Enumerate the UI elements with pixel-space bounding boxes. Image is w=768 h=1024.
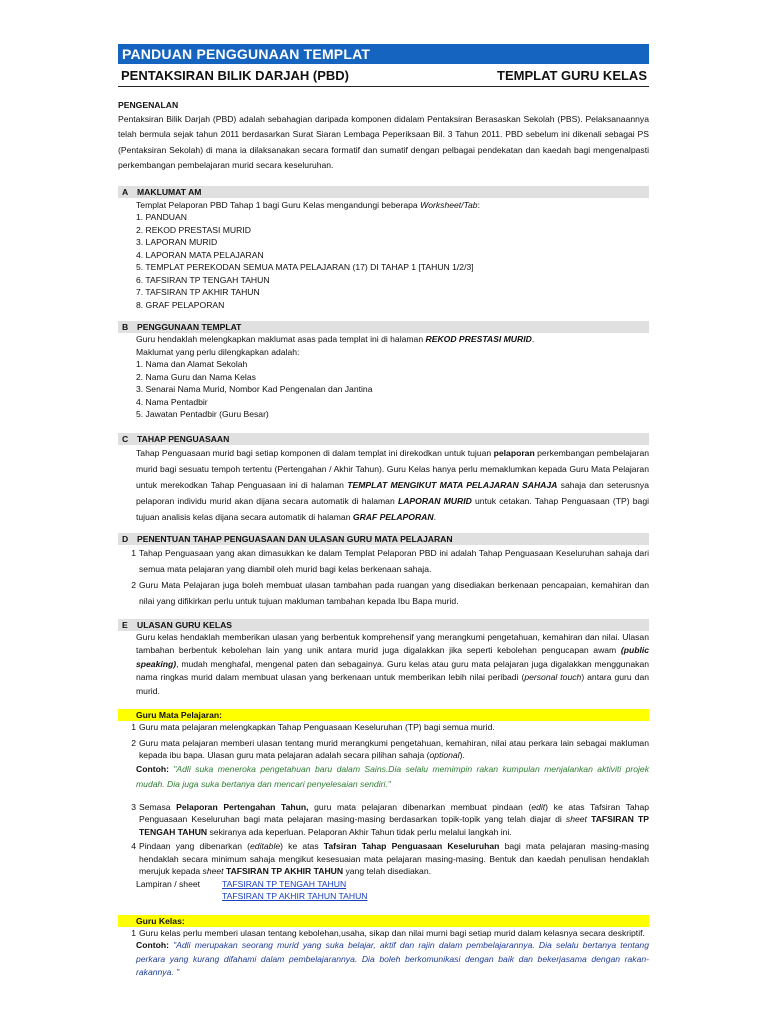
item-text-part: ) ke atas Tafsiran Tahap Penguasaan Keseluruhan bagi mata pelajaran masing-masing berdasarkan topik-topik yang telah diajar di [139, 801, 650, 824]
item-text-part: Semasa [139, 801, 177, 812]
section-d-key: D [122, 533, 129, 544]
item-text-part: bagi mata pelajaran masing-masing hendaklah secara minimum sahaja mengikut kesesuaian mata pelajaran masing-masing. Bentuk dan kaedah penulisan hendaklah merujuk kepada [139, 841, 649, 876]
section-e-title: ULASAN GURU KELAS [137, 619, 233, 630]
list-item: 5. TEMPLAT PEREKODAN SEMUA MATA PELAJARAN (17) DI TAHAP 1 [TAHUN 1/2/3] [136, 262, 474, 272]
item-text [139, 840, 649, 878]
intro-text: Pentaksiran Bilik Darjah (PBD) adalah sebahagian daripada komponen didalam Pentaksiran Berasaskan Sekolah (PBS). Pelaksanaannya telah bermula sejak tahun 2011 berdasarkan Surat Siaran Lembaga Peperiksaan Bil. 3 Tahun 2011. PBD sebelum ini dikenali sebagai PS (Pentaksiran Sekolah) di mana ia dilaksanakan secara formatif dan sumatif dengan pelbagai pendekatan dan kaedah bagi mengenalpasti perkembangan pembelajaran murid secara keseluruhan. [118, 113, 649, 170]
section-c-em-1: pelaporan [493, 447, 535, 458]
section-a-intro-em: Worksheet/Tab [420, 199, 478, 210]
item-text [139, 737, 649, 762]
list-item: 2. REKOD PRESTASI MURID [136, 224, 251, 235]
section-b-header [118, 321, 649, 333]
list-item [118, 927, 649, 940]
example-text: "Adli merupakan seorang murid yang suka belajar, aktif dan rajin dalam pembelajarannya. Dia selalu bertanya tentang perkara yang kurang difahami dalam pembelajarannya. Dia boleh berkomunikasi dengan baik dan bekerjasama dengan rakan-rakannya. " [136, 940, 649, 977]
section-c-text-3: sahaja dan seterusnya pelaporan individu murid akan dijana secara automatik di halaman [136, 479, 649, 506]
list-item [118, 840, 649, 878]
subtitle-left: PENTAKSIRAN BILIK DARJAH (PBD) [121, 68, 349, 83]
section-e-text-1: Guru kelas hendaklah memberikan ulasan yang berbentuk komprehensif yang merangkumi pengetahuan, kemahiran dan nilai. Ulasan tambahan berbentuk kebolehan lain yang unik antara murid juga digalakkan jika seperti kebolehan pengucapan awam [136, 631, 649, 655]
list-item [118, 721, 649, 734]
section-b-line1-end: . [531, 334, 535, 344]
section-a-intro [136, 199, 649, 212]
example-block [118, 762, 649, 792]
subheader [118, 66, 649, 87]
list-item: 4. Nama Pentadbir [136, 396, 208, 407]
item-text-em: TAFSIRAN TP AKHIR TAHUN [223, 866, 344, 876]
section-b-key: B [122, 322, 129, 332]
list-item: 4. LAPORAN MATA PELAJARAN [136, 249, 264, 260]
intro-heading: PENGENALAN [118, 100, 179, 110]
section-e-text-2: , mudah menghafal, mengenal paten dan sebagainya. Guru kelas atau guru mata pelajaran juga digalakkan menggunakan nama ringkas murid dalam membuat ulasan yang berkenaan untuk memberikan lebih nilai peribadi ( [136, 658, 649, 682]
intro-section [118, 99, 649, 174]
item-text-em: optional [429, 750, 460, 760]
item-number: 1 [131, 927, 136, 938]
section-c-em-3: LAPORAN MURID [397, 495, 472, 506]
item-text-part: Pindaan yang dibenarkan ( [139, 841, 251, 851]
item-text-em: Tafsiran Tahap Penguasaan Keseluruhan [323, 841, 500, 851]
section-b-line1 [136, 333, 649, 346]
section-b-line2: Maklumat yang perlu dilengkapkan adalah: [136, 346, 300, 357]
item-text-part: Guru mata pelajaran memberi ulasan tentang murid merangkumi pengetahuan, kemahiran, nilai atau perkara lain sebagai makluman kepada ibu bapa. Ulasan guru mata pelajaran adalah secara pilihan sahaja ( [139, 737, 649, 760]
section-e-body [118, 631, 649, 699]
item-number: 2 [131, 737, 136, 748]
item-text-em: Pelaporan Pertengahan Tahun, [176, 801, 309, 812]
list-item [118, 737, 649, 762]
item-text-em: editable [250, 841, 281, 851]
list-item: 8. GRAF PELAPORAN [136, 299, 225, 310]
section-d-header [118, 533, 649, 545]
section-a-intro-text: Templat Pelaporan PBD Tahap 1 bagi Guru Kelas mengandungi beberapa [136, 199, 421, 210]
section-a-body [118, 199, 649, 312]
section-b-line1-em: REKOD PRESTASI MURID [425, 334, 532, 344]
example-label: Contoh: [136, 940, 174, 950]
section-a-intro-end: : [477, 199, 480, 210]
section-a-key: A [122, 186, 129, 197]
item-text: Tahap Penguasaan yang akan dimasukkan ke dalam Templat Pelaporan PBD ini adalah Tahap Penguasaan Keseluruhan sahaja dari semua mata pelajaran yang diambil oleh murid bagi kelas berkenaan sahaja. [139, 547, 649, 574]
section-c-body [118, 445, 649, 525]
item-text-part: ) ke atas [280, 841, 324, 851]
list-item: 1. Nama dan Alamat Sekolah [136, 359, 248, 369]
document-page [118, 44, 649, 980]
item-text [139, 801, 649, 839]
item-number: 2 [131, 579, 136, 590]
section-d-body [118, 545, 649, 609]
section-c-text-2: perkembangan pembelajaran murid bagi sesuatu tempoh tertentu (Pertengahan / Akhir Tahun). Guru Kelas hanya perlu memaklumkan kepada Guru Mata Pelajaran untuk merekodkan Tahap Penguasaan ini di halaman [136, 447, 649, 490]
section-d-title: PENENTUAN TAHAP PENGUASAAN DAN ULASAN GURU MATA PELAJARAN [137, 533, 453, 544]
list-item [118, 577, 649, 609]
section-e-em-2: personal touch [524, 672, 582, 682]
link-tafsiran-tengah-tahun[interactable]: TAFSIRAN TP TENGAH TAHUN [222, 878, 347, 889]
guru-kelas-body [118, 927, 649, 980]
list-item [118, 545, 649, 577]
item-text: Guru Mata Pelajaran juga boleh membuat ulasan tambahan pada ruangan yang disediakan berkenaan pencapaian, kemahiran dan nilai yang difikirkan perlu untuk tujuan makluman tambahan kepada Ibu Bapa murid. [139, 579, 649, 606]
item-number: 1 [131, 722, 136, 732]
lampiran-row [118, 878, 649, 891]
section-e-text-3: ) antara guru dan murid. [136, 672, 649, 696]
item-text: Guru kelas perlu memberi ulasan tentang kebolehan,usaha, sikap dan nilai murni bagi setiap murid dalam kelasnya secara deskriptif. [139, 927, 645, 938]
item-text-part: ). [459, 750, 465, 760]
item-number: 1 [131, 547, 136, 558]
list-item: 6. TAFSIRAN TP TENGAH TAHUN [136, 274, 270, 285]
section-c-header [118, 433, 649, 445]
section-e-em-1: (public speaking) [136, 645, 649, 669]
example-block [118, 939, 649, 980]
section-e-header [118, 619, 649, 631]
item-number: 3 [131, 801, 136, 812]
list-item: 3. LAPORAN MURID [136, 237, 218, 247]
item-text-part: guru mata pelajaran dibenarkan membuat pindaan ( [308, 801, 532, 812]
section-c-text-5: . [433, 511, 436, 522]
item-number: 4 [131, 841, 136, 851]
guru-mp-heading: Guru Mata Pelajaran: [118, 709, 649, 721]
guru-kelas-heading: Guru Kelas: [118, 915, 649, 927]
section-c-em-4: GRAF PELAPORAN [352, 511, 434, 522]
subtitle-right: TEMPLAT GURU KELAS [497, 68, 647, 83]
section-c-em-2: TEMPLAT MENGIKUT MATA PELAJARAN SAHAJA [347, 479, 558, 490]
section-c-text-1: Tahap Penguasaan murid bagi setiap komponen di dalam templat ini direkodkan untuk tujuan [136, 447, 494, 458]
guru-mp-body [118, 721, 649, 903]
list-item: 7. TAFSIRAN TP AKHIR TAHUN [136, 287, 260, 297]
link-tafsiran-akhir-tahun[interactable]: TAFSIRAN TP AKHIR TAHUN TAHUN [222, 891, 368, 901]
list-item: 5. Jawatan Pentadbir (Guru Besar) [136, 409, 269, 419]
item-text-em: edit [531, 801, 546, 812]
lampiran-row [118, 890, 649, 903]
list-item [118, 801, 649, 839]
banner-title: PANDUAN PENGGUNAAN TEMPLAT [118, 44, 649, 64]
list-item: 3. Senarai Nama Murid, Nombor Kad Pengenalan dan Jantina [136, 384, 373, 394]
section-e-key: E [122, 619, 128, 630]
section-c-key: C [122, 433, 129, 444]
section-a-title: MAKLUMAT AM [137, 186, 202, 197]
item-text-part: sekiranya ada keperluan. Pelaporan Akhir Tahun tidak perlu melalui langkah ini. [207, 826, 512, 837]
section-b-line1-text: Guru hendaklah melengkapkan maklumat asas pada templat ini di halaman [136, 334, 426, 344]
section-c-text-4: untuk cetakan. Tahap Penguasaan (TP) bagi tujuan analisis kelas dijana secara automatik di halaman [136, 495, 650, 522]
list-item: 1. PANDUAN [136, 212, 187, 222]
section-b-title: PENGGUNAAN TEMPLAT [137, 322, 242, 332]
item-text-em: sheet [202, 866, 224, 876]
section-b-body [118, 333, 649, 421]
example-label: Contoh: [136, 763, 174, 774]
item-text: Guru mata pelajaran melengkapkan Tahap Penguasaan Keseluruhan (TP) bagi semua murid. [139, 722, 495, 732]
item-text-em: TAFSIRAN TP TENGAH TAHUN [139, 814, 649, 837]
list-item: 2. Nama Guru dan Nama Kelas [136, 371, 256, 382]
section-c-title: TAHAP PENGUASAAN [137, 433, 230, 444]
section-a-header [118, 186, 649, 198]
item-text-em: sheet [565, 814, 587, 824]
lampiran-spacer [136, 890, 222, 903]
lampiran-label: Lampiran / sheet [136, 878, 201, 889]
item-text-part: yang telah disediakan. [343, 866, 432, 876]
example-text: "Adli suka meneroka pengetahuan baru dalam Sains.Dia selalu memimpin rakan kumpulan menjalankan aktiviti projek mudah. Dia juga suka bertanya dan mencari penyelesaian sendiri." [136, 763, 649, 789]
